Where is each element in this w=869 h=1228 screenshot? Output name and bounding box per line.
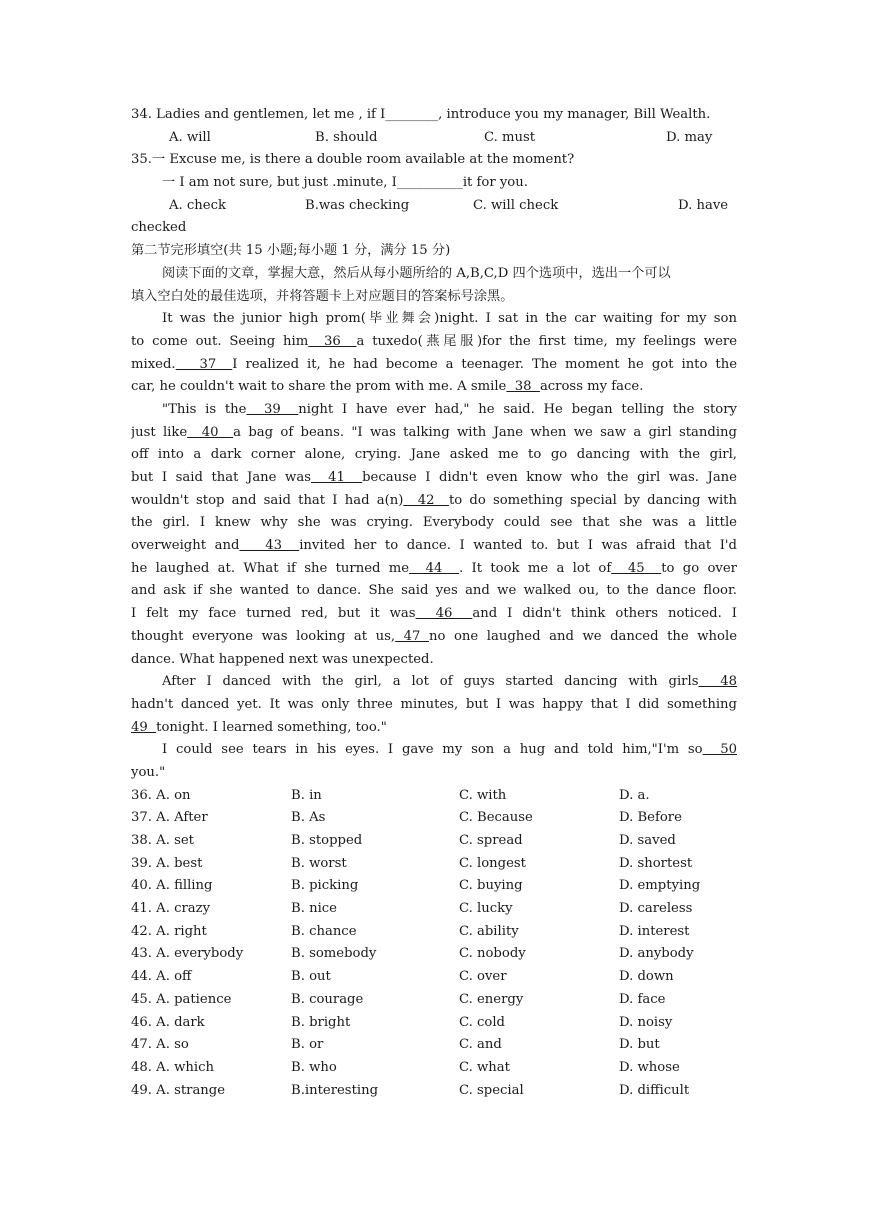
choice-option: 37. A. After bbox=[131, 810, 208, 826]
passage-text: because I didn't even know who the girl was. Jane bbox=[362, 470, 737, 485]
choice-option: 47. A. so bbox=[131, 1037, 189, 1053]
passage-text: invited her to dance. I wanted to. but I was afraid that I'd bbox=[299, 538, 737, 554]
choice-option: B. in bbox=[291, 787, 322, 803]
question-34-stem: 34. Ladies and gentlemen, let me , if I________, introduce you my manager, Bill Wealth. bbox=[131, 107, 711, 122]
exam-page bbox=[131, 104, 737, 1102]
section-instruction: 阅读下面的文章，掌握大意，然后从每小题所给的 A,B,C,D 四个选项中，选出一个可以 bbox=[162, 265, 671, 281]
blank: 36 bbox=[308, 333, 357, 349]
choice-option: 36. A. on bbox=[131, 787, 191, 803]
blank: 41 bbox=[310, 470, 363, 485]
choice-row bbox=[131, 966, 737, 989]
blank: 42 bbox=[403, 492, 449, 508]
passage-text: car, he couldn't wait to share the prom with me. A smile bbox=[131, 379, 507, 395]
question-35-options-wrap: checked bbox=[131, 220, 187, 236]
choice-option: B. worst bbox=[291, 855, 347, 871]
choice-row bbox=[131, 943, 737, 966]
passage-text: no one laughed and we danced the whole bbox=[429, 628, 737, 644]
answer-choices-table bbox=[131, 785, 737, 1103]
choice-option: 40. A. filling bbox=[131, 878, 213, 894]
option-d: D. may bbox=[666, 129, 713, 145]
blank: 47 bbox=[395, 628, 429, 644]
choice-option: B. courage bbox=[291, 991, 364, 1007]
choice-row bbox=[131, 875, 737, 898]
choice-option: B. stopped bbox=[291, 833, 363, 848]
choice-row bbox=[131, 898, 737, 921]
passage-text: night I have ever had," he said. He began telling the story bbox=[298, 401, 737, 417]
choice-row bbox=[131, 1034, 737, 1057]
question-35-reply: 一 I am not sure, but just .minute, I__________it for you. bbox=[162, 175, 528, 191]
choice-option: C. ability bbox=[459, 923, 519, 939]
passage-text: to go over bbox=[661, 560, 737, 576]
passage-line bbox=[131, 671, 737, 694]
choice-option: 38. A. set bbox=[131, 833, 194, 848]
choice-option: C. special bbox=[459, 1082, 524, 1098]
blank: 44 bbox=[409, 560, 460, 576]
choice-option: C. Because bbox=[459, 810, 533, 826]
option-c: C. must bbox=[484, 129, 536, 145]
choice-option: B. out bbox=[291, 969, 331, 985]
choice-option: 41. A. crazy bbox=[131, 901, 211, 917]
blank: 43 bbox=[239, 538, 300, 554]
passage-text: mixed. bbox=[131, 356, 176, 372]
passage-text: I realized it, he had become a teenager. The moment he got into the bbox=[232, 356, 737, 372]
passage-text: tonight. I learned something, too." bbox=[156, 719, 387, 735]
choice-option: 42. A. right bbox=[131, 923, 207, 939]
passage-text: a bag of beans. "I was talking with Jane when we saw a girl standing bbox=[233, 424, 737, 440]
choice-option: C. lucky bbox=[459, 901, 513, 917]
choice-row bbox=[131, 1057, 737, 1080]
blank: 40 bbox=[187, 424, 234, 440]
passage-line bbox=[131, 354, 737, 377]
choice-option: B. who bbox=[291, 1059, 337, 1075]
passage-text: dance. What happened next was unexpected. bbox=[131, 651, 434, 667]
choice-option: D. noisy bbox=[619, 1014, 673, 1030]
passage-text: hadn't danced yet. It was only three minutes, but I was happy that I did something bbox=[131, 696, 737, 712]
passage-line bbox=[131, 422, 737, 445]
passage-line bbox=[131, 467, 737, 490]
passage-text: I could see tears in his eyes. I gave my son a hug and told him,"I'm so bbox=[162, 742, 703, 758]
passage-line bbox=[131, 512, 737, 535]
option-a: A. check bbox=[169, 197, 226, 213]
choice-option: C. with bbox=[459, 787, 507, 803]
choice-option: C. longest bbox=[459, 855, 526, 871]
choice-option: C. over bbox=[459, 969, 507, 985]
choice-option: 44. A. off bbox=[131, 969, 192, 985]
choice-row bbox=[131, 785, 737, 808]
passage-line bbox=[131, 626, 737, 649]
passage-text: and I didn't think others noticed. I bbox=[472, 606, 737, 622]
choice-option: B.interesting bbox=[291, 1082, 379, 1098]
passage-text: After I danced with the girl, a lot of guys started dancing with girls bbox=[162, 674, 699, 690]
option-a: A. will bbox=[169, 129, 211, 145]
choice-option: D. interest bbox=[619, 923, 690, 939]
choice-option: B. bright bbox=[291, 1014, 351, 1030]
passage-text: across my face. bbox=[539, 379, 644, 395]
choice-option: 39. A. best bbox=[131, 855, 203, 871]
passage-text: but I said that Jane was bbox=[131, 470, 311, 485]
passage-line bbox=[131, 376, 737, 399]
choice-option: B. somebody bbox=[291, 946, 377, 962]
passage-line bbox=[131, 762, 737, 785]
choice-option: C. what bbox=[459, 1059, 510, 1075]
passage-text: "This is the bbox=[162, 401, 247, 417]
choice-option: D. but bbox=[619, 1037, 660, 1053]
passage-line bbox=[131, 603, 737, 626]
blank: 39 bbox=[246, 401, 299, 417]
choice-option: D. whose bbox=[619, 1059, 680, 1075]
passage-line bbox=[131, 490, 737, 513]
blank: 48 bbox=[698, 674, 737, 690]
choice-option: D. a. bbox=[619, 787, 650, 803]
blank: 45 bbox=[611, 560, 662, 576]
choice-row bbox=[131, 921, 737, 944]
passage-text: I felt my face turned red, but it was bbox=[131, 606, 416, 622]
choice-row bbox=[131, 830, 737, 853]
choice-option: B. As bbox=[291, 810, 326, 826]
choice-option: C. buying bbox=[459, 878, 523, 894]
choice-option: C. spread bbox=[459, 833, 523, 848]
passage-text: It was the junior high prom(毕业舞会)night. I sat in the car waiting for my son bbox=[162, 311, 737, 327]
choice-option: D. careless bbox=[619, 901, 693, 917]
passage-line bbox=[131, 399, 737, 422]
choice-row bbox=[131, 853, 737, 876]
passage-text: the girl. I knew why she was crying. Everybody could see that she was a little bbox=[131, 515, 737, 531]
passage-line bbox=[131, 649, 737, 672]
passage-text: to come out. Seeing him bbox=[131, 333, 309, 349]
blank: 50 bbox=[702, 742, 737, 758]
blank: 37 bbox=[175, 356, 233, 372]
choice-option: B. picking bbox=[291, 878, 359, 894]
section-instruction-cont: 填入空白处的最佳选项，并将答题卡上对应题目的答案标号涂黑。 bbox=[131, 288, 514, 304]
passage-text: you." bbox=[131, 764, 166, 780]
choice-option: B. or bbox=[291, 1037, 324, 1053]
choice-option: D. face bbox=[619, 991, 666, 1007]
passage-text: thought everyone was looking at us, bbox=[131, 628, 396, 644]
choice-row bbox=[131, 989, 737, 1012]
passage-line bbox=[131, 717, 737, 740]
choice-option: B. nice bbox=[291, 901, 337, 917]
choice-option: C. cold bbox=[459, 1014, 505, 1030]
passage-text: off into a dark corner alone, crying. Jane asked me to go dancing with the girl, bbox=[131, 447, 737, 463]
passage-text: and ask if she wanted to dance. She said yes and we walked ou, to the dance floor. bbox=[131, 583, 737, 599]
choice-option: 45. A. patience bbox=[131, 991, 232, 1007]
passage-line bbox=[131, 535, 737, 558]
choice-option: 49. A. strange bbox=[131, 1082, 226, 1098]
option-b: B.was checking bbox=[305, 197, 410, 213]
choice-option: D. saved bbox=[619, 833, 676, 848]
blank: 49 bbox=[131, 719, 157, 735]
passage-text: overweight and bbox=[131, 538, 240, 554]
passage-line bbox=[131, 444, 737, 467]
choice-option: B. chance bbox=[291, 923, 357, 939]
passage-text: wouldn't stop and said that I had a(n) bbox=[131, 492, 404, 508]
passage-line bbox=[131, 694, 737, 717]
choice-option: D. shortest bbox=[619, 855, 693, 871]
passage-line bbox=[131, 558, 737, 581]
choice-option: 48. A. which bbox=[131, 1059, 214, 1075]
question-35-stem: 35.一 Excuse me, is there a double room available at the moment? bbox=[131, 152, 575, 168]
blank: 38 bbox=[506, 379, 540, 395]
passage-text: . It took me a lot of bbox=[459, 560, 612, 576]
cloze-passage bbox=[131, 308, 737, 784]
blank: 46 bbox=[415, 606, 473, 622]
question-35-options bbox=[131, 195, 737, 218]
passage-line bbox=[131, 331, 737, 354]
choice-option: D. emptying bbox=[619, 878, 701, 894]
option-c: C. will check bbox=[473, 197, 559, 213]
option-d: D. have bbox=[678, 197, 729, 213]
choice-option: C. energy bbox=[459, 991, 524, 1007]
passage-text: a tuxedo(燕尾服)for the first time, my feelings were bbox=[356, 333, 737, 349]
passage-text: to do something special by dancing with bbox=[448, 492, 737, 508]
choice-option: D. difficult bbox=[619, 1082, 690, 1098]
section-heading: 第二节完形填空(共 15 小题;每小题 1 分，满分 15 分) bbox=[131, 243, 451, 259]
choice-option: D. down bbox=[619, 969, 674, 985]
choice-option: 43. A. everybody bbox=[131, 946, 244, 962]
choice-row bbox=[131, 807, 737, 830]
passage-line bbox=[131, 308, 737, 331]
passage-line bbox=[131, 739, 737, 762]
option-b: B. should bbox=[315, 129, 378, 145]
question-34-options bbox=[131, 127, 737, 150]
choice-option: 46. A. dark bbox=[131, 1014, 205, 1030]
passage-text: just like bbox=[131, 424, 188, 440]
passage-line bbox=[131, 580, 737, 603]
choice-option: D. anybody bbox=[619, 946, 694, 962]
choice-option: D. Before bbox=[619, 810, 682, 826]
choice-row bbox=[131, 1012, 737, 1035]
choice-row bbox=[131, 1080, 737, 1103]
passage-text: he laughed at. What if she turned me bbox=[131, 560, 410, 576]
choice-option: C. nobody bbox=[459, 946, 526, 962]
choice-option: C. and bbox=[459, 1037, 502, 1053]
